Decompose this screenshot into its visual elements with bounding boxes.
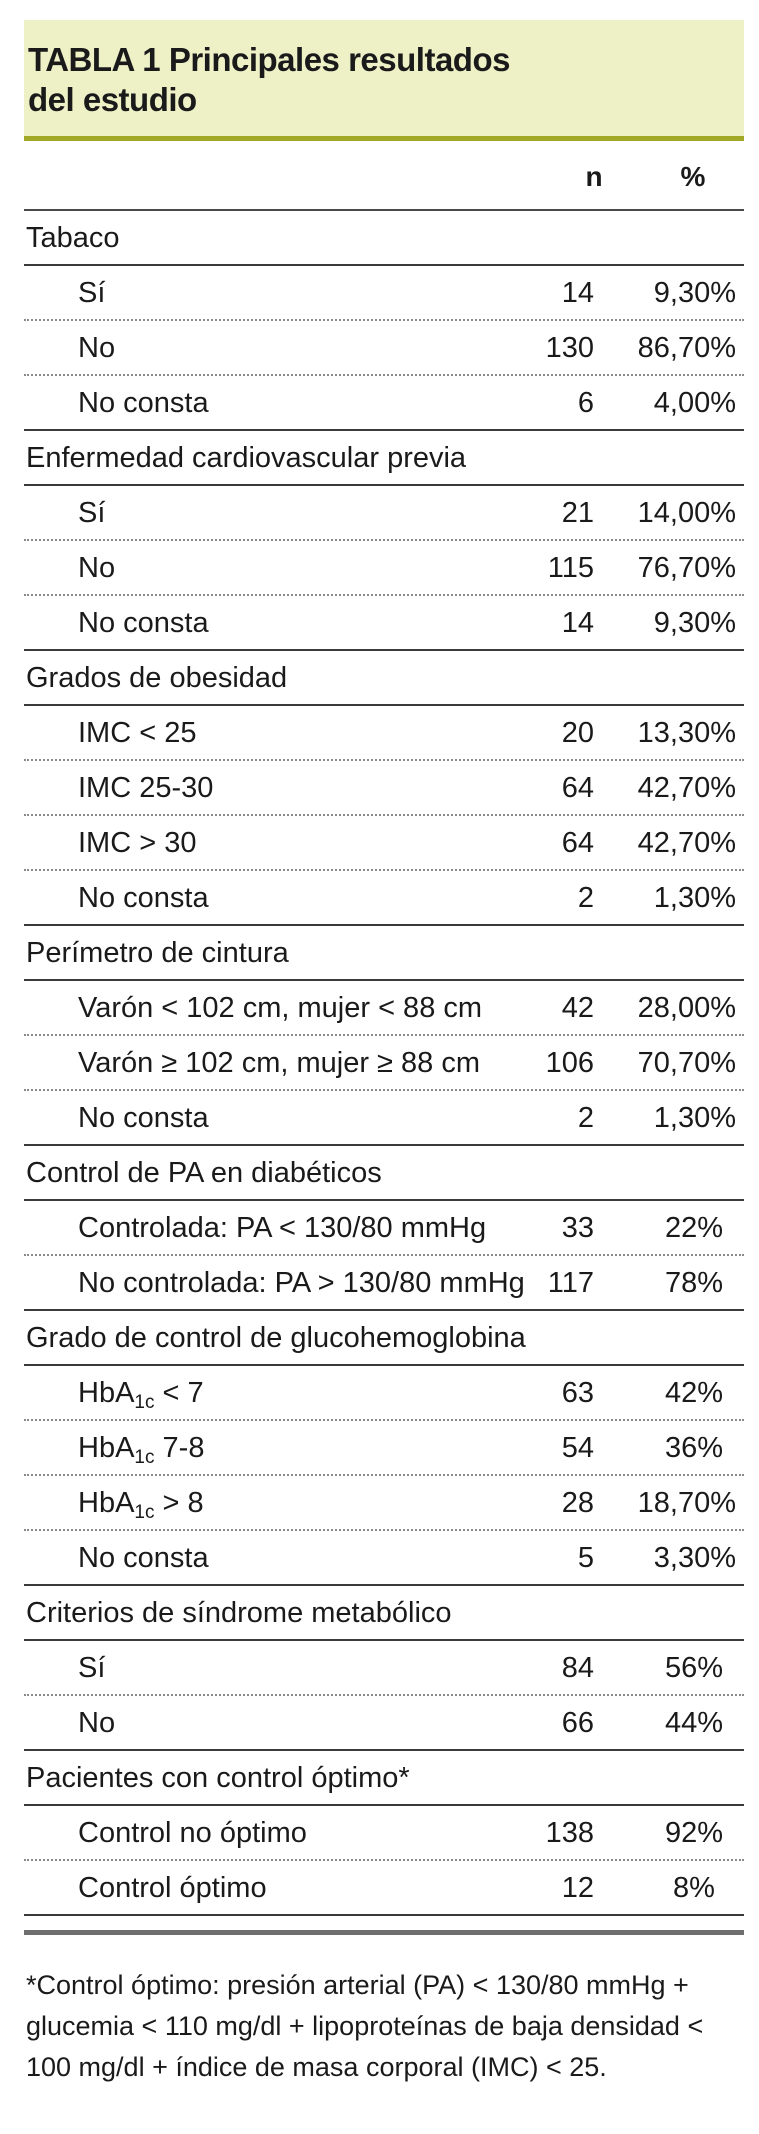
row-label: No consta [78,387,209,419]
row-count: 130 [545,332,594,364]
row-count: 42 [561,992,594,1024]
table-title [28,40,744,120]
row-label: No controlada: PA > 130/80 mmHg [78,1267,525,1299]
row-count: 84 [561,1652,594,1684]
table-body [24,211,744,1916]
row-percent: 14,00% [637,497,736,529]
table-row [24,596,744,651]
category-row [24,431,744,486]
row-percent: 42% [664,1377,724,1409]
table-row [24,1201,744,1256]
row-label-subscript: 1c [134,1447,155,1468]
row-label-suffix: 7-8 [154,1432,205,1464]
table-row [24,1476,744,1531]
row-label-subscript: 1c [134,1502,155,1523]
row-count: 20 [561,717,594,749]
row-label: IMC > 30 [78,827,197,859]
row-label: Sí [78,1652,106,1684]
row-percent: 76,70% [637,552,736,584]
row-count: 2 [577,882,594,914]
row-percent: 28,00% [637,992,736,1024]
column-header-percent: % [680,161,706,192]
table-row [24,816,744,871]
row-percent: 56% [664,1652,724,1684]
row-count: 54 [561,1432,594,1464]
category-label: Grado de control de glucohemoglobina [26,1322,526,1354]
row-count: 5 [577,1542,594,1574]
row-percent: 70,70% [637,1047,736,1079]
row-count: 2 [577,1102,594,1134]
row-label: Control no óptimo [78,1817,307,1849]
row-percent: 86,70% [637,332,736,364]
table-title-line-1: TABLA 1 Principales resultados [28,41,510,78]
table-row [24,871,744,926]
row-percent: 1,30% [653,882,736,914]
row-percent: 9,30% [653,277,736,309]
category-row [24,1146,744,1201]
bottom-rule [24,1930,744,1935]
row-count: 117 [547,1267,594,1299]
category-row [24,1311,744,1366]
row-label: Varón < 102 cm, mujer < 88 cm [78,992,483,1024]
table-row [24,706,744,761]
category-label: Criterios de síndrome metabólico [26,1597,452,1629]
category-label: Perímetro de cintura [26,937,289,969]
row-count: 33 [561,1212,594,1244]
table-row [24,376,744,431]
row-count: 64 [561,772,594,804]
row-percent: 78% [664,1267,724,1299]
category-row [24,1751,744,1806]
row-label: No consta [78,607,209,639]
row-count: 28 [561,1487,594,1519]
row-label: No consta [78,1102,209,1134]
row-label-text: HbA [78,1432,135,1464]
table-row [24,1091,744,1146]
table-title-line-2: del estudio [28,81,197,118]
row-percent: 4,00% [653,387,736,419]
table-row [24,321,744,376]
row-label [78,1377,204,1413]
row-label: No consta [78,882,209,914]
row-count: 14 [561,607,594,639]
row-label-suffix: > 8 [154,1487,204,1519]
category-label: Grados de obesidad [26,662,288,694]
row-label: Sí [78,497,106,529]
column-header-n: n [585,161,603,192]
row-percent: 22% [664,1212,724,1244]
table-row [24,1531,744,1586]
row-percent: 92% [664,1817,724,1849]
table-row [24,1256,744,1311]
row-label: No [78,552,116,584]
table-footnote: *Control óptimo: presión arterial (PA) < 130/80 mmHg + glucemia < 110 mg/dl + lipoproteínas de baja densidad < 100 mg/dl + índice de masa corporal (IMC) < 25. [26,1970,704,2082]
row-percent: 8% [673,1872,715,1904]
row-label-text: HbA [78,1487,135,1519]
row-label: IMC < 25 [78,717,197,749]
table-row [24,1421,744,1476]
row-percent: 1,30% [653,1102,736,1134]
table-row [24,761,744,816]
row-percent: 36% [664,1432,724,1464]
row-percent: 42,70% [637,827,736,859]
row-label: Controlada: PA < 130/80 mmHg [78,1212,487,1244]
row-percent: 42,70% [637,772,736,804]
row-percent: 3,30% [653,1542,736,1574]
row-count: 115 [547,552,594,584]
table-row [24,486,744,541]
row-count: 66 [561,1707,594,1739]
row-count: 21 [561,497,594,529]
row-label: Control óptimo [78,1872,267,1904]
table-row [24,1036,744,1091]
row-percent: 13,30% [637,717,736,749]
row-percent: 9,30% [653,607,736,639]
table-title-band [24,20,744,136]
row-label-subscript: 1c [134,1392,155,1413]
category-row [24,651,744,706]
table-row [24,1696,744,1751]
row-label: No [78,1707,116,1739]
row-label: Varón ≥ 102 cm, mujer ≥ 88 cm [78,1047,480,1079]
category-label: Pacientes con control óptimo* [26,1762,410,1794]
row-label-suffix: < 7 [154,1377,204,1409]
table-row [24,1861,744,1916]
category-label: Tabaco [26,222,120,254]
results-table [24,20,744,2088]
row-label-text: HbA [78,1377,135,1409]
category-label: Control de PA en diabéticos [26,1157,382,1189]
row-count: 63 [561,1377,594,1409]
table-row [24,1641,744,1696]
table-header [24,141,744,211]
table-row [24,266,744,321]
row-count: 14 [561,277,594,309]
row-label: IMC 25-30 [78,772,214,804]
row-count: 64 [561,827,594,859]
category-row [24,926,744,981]
row-count: 106 [545,1047,594,1079]
row-label: Sí [78,277,106,309]
row-label [78,1432,205,1468]
row-percent: 44% [664,1707,724,1739]
table-row [24,541,744,596]
row-percent: 18,70% [637,1487,736,1519]
row-label [78,1487,204,1523]
row-label: No [78,332,116,364]
table-row [24,981,744,1036]
row-count: 6 [577,387,594,419]
table-row [24,1806,744,1861]
category-label: Enfermedad cardiovascular previa [26,442,467,474]
row-label: No consta [78,1542,209,1574]
row-count: 12 [561,1872,594,1904]
row-count: 138 [545,1817,594,1849]
table-row [24,1366,744,1421]
category-row [24,1586,744,1641]
category-row [24,211,744,266]
